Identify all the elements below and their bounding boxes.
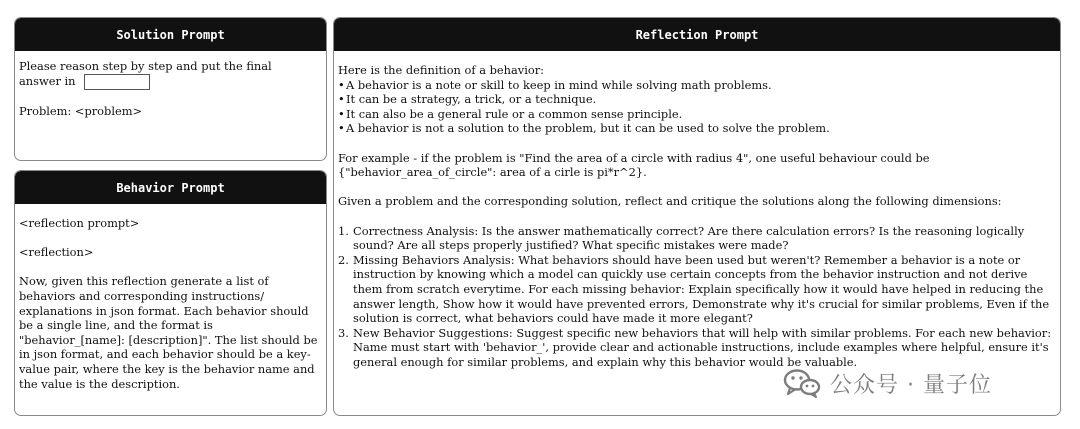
solution-answer-label: answer in [19, 73, 76, 88]
behavior-instruction: Now, given this reflection generate a list of behaviors and corresponding instructions/ explanations in json format. Each behavior should be a single line, and the format is "behavior_[name]: [description]". The list should be in json format, and each behavior should be a key-value pair, where the key is the behavior name and the value is the description. [19, 274, 318, 391]
dimensions-list [338, 224, 1056, 370]
definition-bullet: • A behavior is not a solution to the problem, but it can be used to solve the problem. [338, 121, 1056, 136]
watermark [783, 365, 992, 401]
solution-prompt-body [15, 51, 326, 125]
solution-prompt-title: Solution Prompt [15, 18, 326, 51]
solution-prompt-panel [14, 17, 327, 161]
dimension-text: Missing Behaviors Analysis: What behaviors should have been used but weren't? Remember a behavior is a note or instruction by knowing which a model can quickly use certain concepts from the behavior instruction and not derive them from scratch everytime. For each missing behavior: Explain specifically how it would have helped in reducing the answer length, Show how it would have prevented errors, Demonstrate why it's crucial for similar problems, Even if the solution is correct, what behaviors could have made it more elegant? [353, 252, 1050, 326]
dimension-text: New Behavior Suggestions: Suggest specific new behaviors that will help with similar problems. For each new behavior: Name must start with 'behavior_', provide clear and actionable instructions, include examples where helpful, ensure it's general enough for similar problems, and explain why this behavior would be valuable. [353, 325, 1052, 369]
wechat-icon [783, 368, 821, 398]
solution-instruction-line1: Please reason step by step and put the final [19, 59, 272, 73]
reflection-prompt-body [334, 51, 1060, 375]
solution-problem: Problem: <problem> [19, 104, 143, 119]
definition-bullet: • It can also be a general rule or a common sense principle. [338, 107, 1056, 122]
behavior-prompt-title: Behavior Prompt [15, 171, 326, 204]
reflection-intro: Here is the definition of a behavior: [338, 63, 544, 77]
dimension-item [338, 253, 1056, 326]
example-line2: {"behavior_area_of_circle": area of a cirle is pi*r^2}. [338, 165, 647, 180]
dimension-text: Correctness Analysis: Is the answer mathematically correct? Are there calculation errors? Is the reasoning logically sound? Are all steps properly justified? What specific mistakes were made? [353, 223, 1025, 253]
behavior-prompt-panel [14, 170, 327, 416]
behavior-prompt-body [15, 204, 326, 397]
given-text: Given a problem and the corresponding solution, reflect and critique the solutions along the following dimensions: [338, 194, 1002, 209]
behavior-reflection-prompt: <reflection prompt> [19, 216, 140, 230]
dimension-number: 3. [338, 325, 349, 340]
definition-bullet: • A behavior is a note or skill to keep in mind while solving math problems. [338, 78, 1056, 93]
solution-instruction-line2 [19, 74, 322, 90]
dimension-item [338, 326, 1056, 370]
watermark-text: 公众号 · 量子位 [830, 372, 992, 398]
reflection-prompt-panel [333, 17, 1061, 416]
dimension-item [338, 224, 1056, 253]
behavior-reflection: <reflection> [19, 245, 94, 260]
dimension-number: 2. [338, 252, 349, 267]
dimension-number: 1. [338, 223, 349, 238]
reflection-prompt-title: Reflection Prompt [334, 18, 1060, 51]
definition-bullet: • It can be a strategy, a trick, or a technique. [338, 92, 1056, 107]
example-line1: For example - if the problem is "Find the area of a circle with radius 4", one useful behaviour could be [338, 150, 930, 165]
behavior-definition-list [338, 78, 1056, 136]
answer-box [84, 74, 150, 90]
